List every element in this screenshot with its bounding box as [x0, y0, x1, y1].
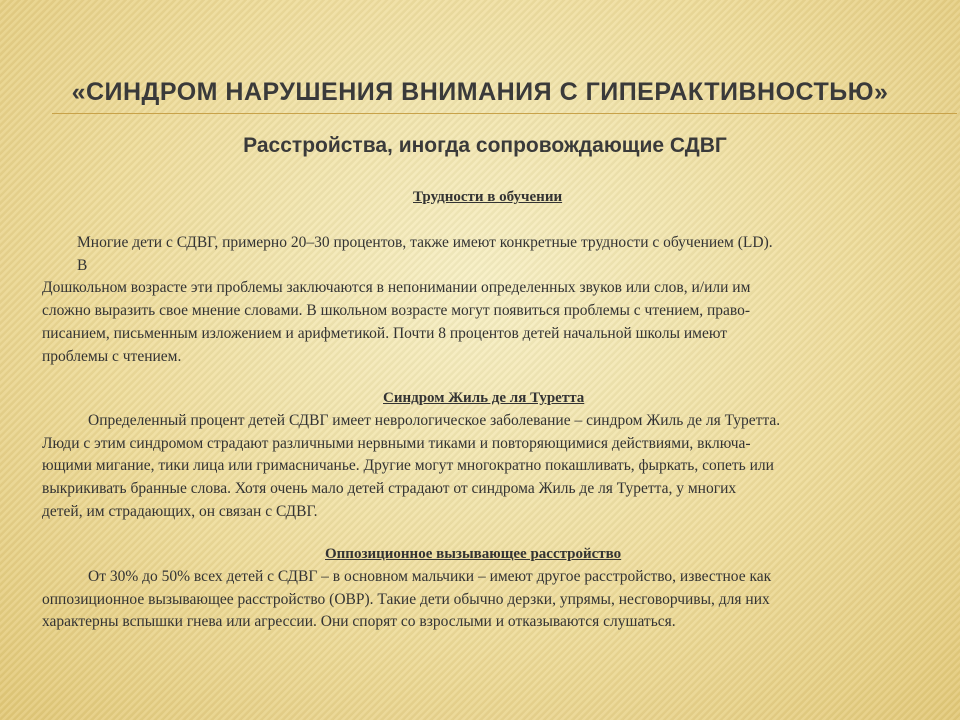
text-line: характерны вспышки гнева или агрессии. Они спорят со взрослыми и отказываются слушаться. [42, 613, 676, 631]
section-heading-learning: Трудности в обучении [413, 189, 563, 205]
section-text-odd [42, 566, 771, 634]
section-heading-tourette-text: Синдром Жиль де ля Туретта [383, 390, 585, 406]
text-line: От 30% до 50% всех детей с СДВГ – в основном мальчики – имеют другое расстройство, известное как [88, 568, 772, 585]
text-line: проблемы с чтением. [42, 347, 182, 365]
slide-subtitle: Расстройства, иногда сопровождающие СДВГ [243, 134, 727, 157]
text-line: Определенный процент детей СДВГ имеет неврологическое заболевание – синдром Жиль де ля Туретта. [88, 412, 781, 429]
text-line: В [77, 256, 88, 274]
text-line: сложно выразить свое мнение словами. В школьном возрасте могут появиться проблемы с чтением, право- [42, 302, 751, 320]
section-heading-odd: Оппозиционное вызывающее расстройство [325, 546, 622, 562]
text-line: ющими мигание, тики лица или гримасничанье. Другие могут многократно покашливать, фыркать, сопеть или [42, 457, 774, 475]
title-underline [52, 113, 957, 114]
text-line: Многие дети с СДВГ, примерно 20–30 процентов, также имеют конкретные трудности с обучением (LD). [77, 234, 773, 251]
section-text-tourette [42, 410, 780, 524]
text-line: Люди с этим синдромом страдают различными нервными тиками и повторяющимися действиями, включа- [42, 434, 751, 452]
slide-title: «СИНДРОМ НАРУШЕНИЯ ВНИМАНИЯ С ГИПЕРАКТИВНОСТЬЮ» [71, 78, 889, 106]
section-heading-tourette [383, 390, 584, 407]
text-line: писанием, письменным изложением и арифметикой. Почти 8 процентов детей начальной школы имеют [42, 324, 728, 342]
text-line: оппозиционное вызывающее расстройство (ОВР). Такие дети обычно дерзки, упрямы, несговорчивы, для них [42, 590, 770, 608]
section-text-learning [42, 232, 773, 368]
text-line: выкрикивать бранные слова. Хотя очень мало детей страдают от синдрома Жиль де ля Туретта, у многих [42, 480, 737, 498]
text-line: Дошкольном возрасте эти проблемы заключаются в непонимании определенных звуков или слов, и/или им [42, 279, 751, 297]
text-line: детей, им страдающих, он связан с СДВГ. [42, 502, 318, 520]
